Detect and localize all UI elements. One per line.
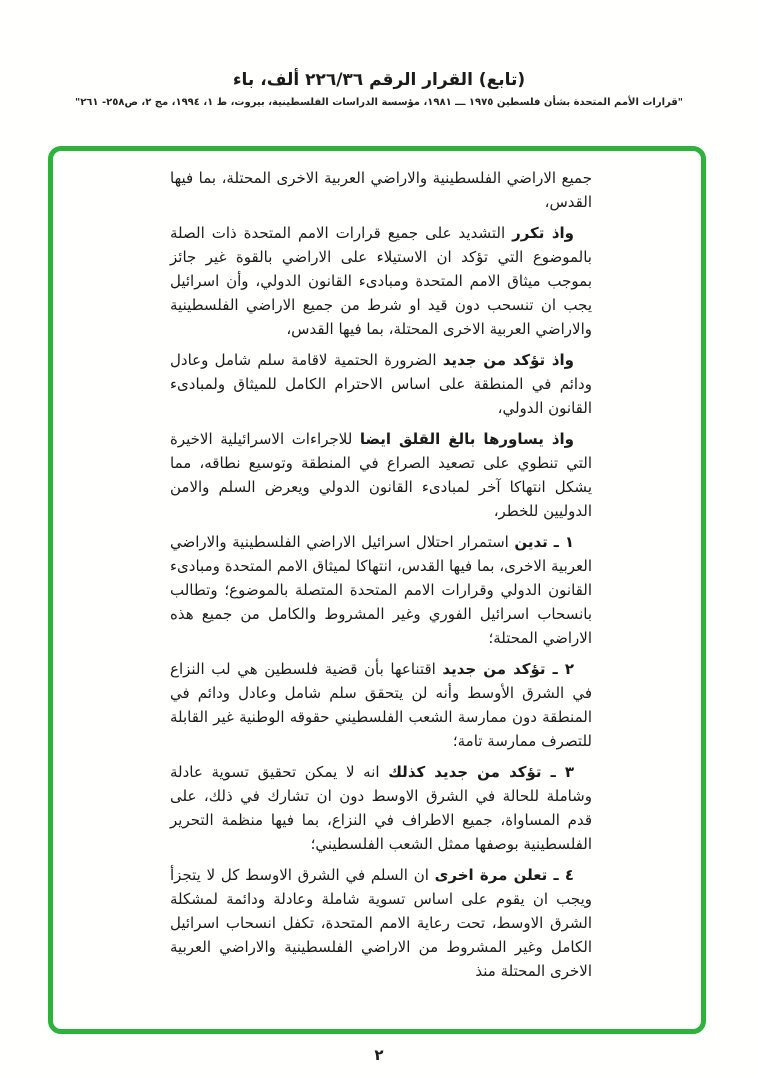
paragraph-text: الضرورة الحتمية لاقامة سلم شامل وعادل ودائم في المنطقة على اساس الاحترام الكامل للميثاق ولمبادىء القانون الدولي، [170,351,592,417]
paragraph-lead: ٣ ـ تؤكد من جديد كذلك [388,763,574,781]
paragraph-text: جميع الاراضي الفلسطينية والاراضي العربية الاخرى المحتلة، بما فيها القدس، [170,169,592,211]
paragraph-lead: واذ تؤكد من جديد [442,351,574,369]
body-paragraph-numbered-1 [170,530,592,650]
body-paragraph-numbered-2 [170,657,592,753]
body-paragraph [170,348,592,420]
paragraph-lead: ٢ ـ تؤكد من جديد [442,660,574,678]
paragraph-lead: ١ ـ تدين [514,533,574,551]
paragraph-text: ان السلم في الشرق الاوسط كل لا يتجزأ ويجب ان يقوم على اساس تسوية شاملة وعادلة ودائمة لمشكلة الشرق الاوسط، تحت رعاية الامم المتحدة، تكفل انسحاب اسرائيل الكامل وغير المشروط من الاراضي الفلسطينية والاراضي العربية الاخرى المحتلة منذ [170,866,592,980]
paragraph-lead: واذ تكرر [512,224,574,242]
body-paragraph [170,427,592,523]
resolution-title: (تابع) القرار الرقم ٢٢٦/٣٦ ألف، باء [232,70,526,90]
body-paragraph [170,221,592,341]
resolution-body [170,166,592,990]
source-citation: "قرارات الأمم المتحدة بشأن فلسطين ١٩٧٥ ـــ ١٩٨١، مؤسسة الدراسات الفلسطينية، بيروت، ط ١، ١٩٩٤، مج ٢، ص٢٥٨- ٢٦١" [74,97,684,108]
page-header [0,70,758,108]
paragraph-lead: واذ يساورها بالغ القلق ايضا [359,430,574,448]
paragraph-lead: ٤ ـ تعلن مرة اخرى [434,866,574,884]
paragraph-text: انه لا يمكن تحقيق تسوية عادلة وشاملة للحالة في الشرق الاوسط دون ان تشارك في ذلك، على قدم المساواة، جميع الاطراف في النزاع، بما فيها منظمة التحرير الفلسطينية بوصفها ممثل الشعب الفلسطيني؛ [170,763,592,853]
page-number: ٢ [374,1046,384,1064]
paragraph-text: استمرار احتلال اسرائيل الاراضي الفلسطينية والاراضي العربية الاخرى، بما فيها القدس، انتهاكا لميثاق الامم المتحدة ومبادىء القانون الدولي وقرارات الامم المتحدة المتصلة بالموضوع؛ وتطالب بانسحاب اسرائيل الفوري وغير المشروط والكامل من جميع هذه الاراضي المحتلة؛ [170,533,592,647]
body-paragraph-numbered-3 [170,760,592,856]
body-paragraph-numbered-4 [170,863,592,983]
paragraph-text: التشديد على جميع قرارات الامم المتحدة ذات الصلة بالموضوع التي تؤكد ان الاستيلاء على الاراضي بالقوة غير جائز بموجب ميثاق الامم المتحدة ومبادىء القانون الدولي، وأن اسرائيل يجب ان تنسحب دون قيد او شرط من جميع الاراضي الفلسطينية والاراضي العربية الاخرى المحتلة، بما فيها القدس، [170,224,592,338]
paragraph-text: اقتناعها بأن قضية فلسطين هي لب النزاع في الشرق الأوسط وأنه لن يتحقق سلم شامل وعادل ودائم في المنطقة دون ممارسة الشعب الفلسطيني حقوقه الوطنية غير القابلة للتصرف ممارسة تامة؛ [170,660,592,750]
body-paragraph [170,166,592,214]
paragraph-text: للاجراءات الاسرائيلية الاخيرة التي تنطوي على تصعيد الصراع في المنطقة وتوسيع نطاقه، مما يشكل انتهاكا آخر لمبادىء القانون الدولي ويعرض السلم والامن الدوليين للخطر، [170,430,592,520]
